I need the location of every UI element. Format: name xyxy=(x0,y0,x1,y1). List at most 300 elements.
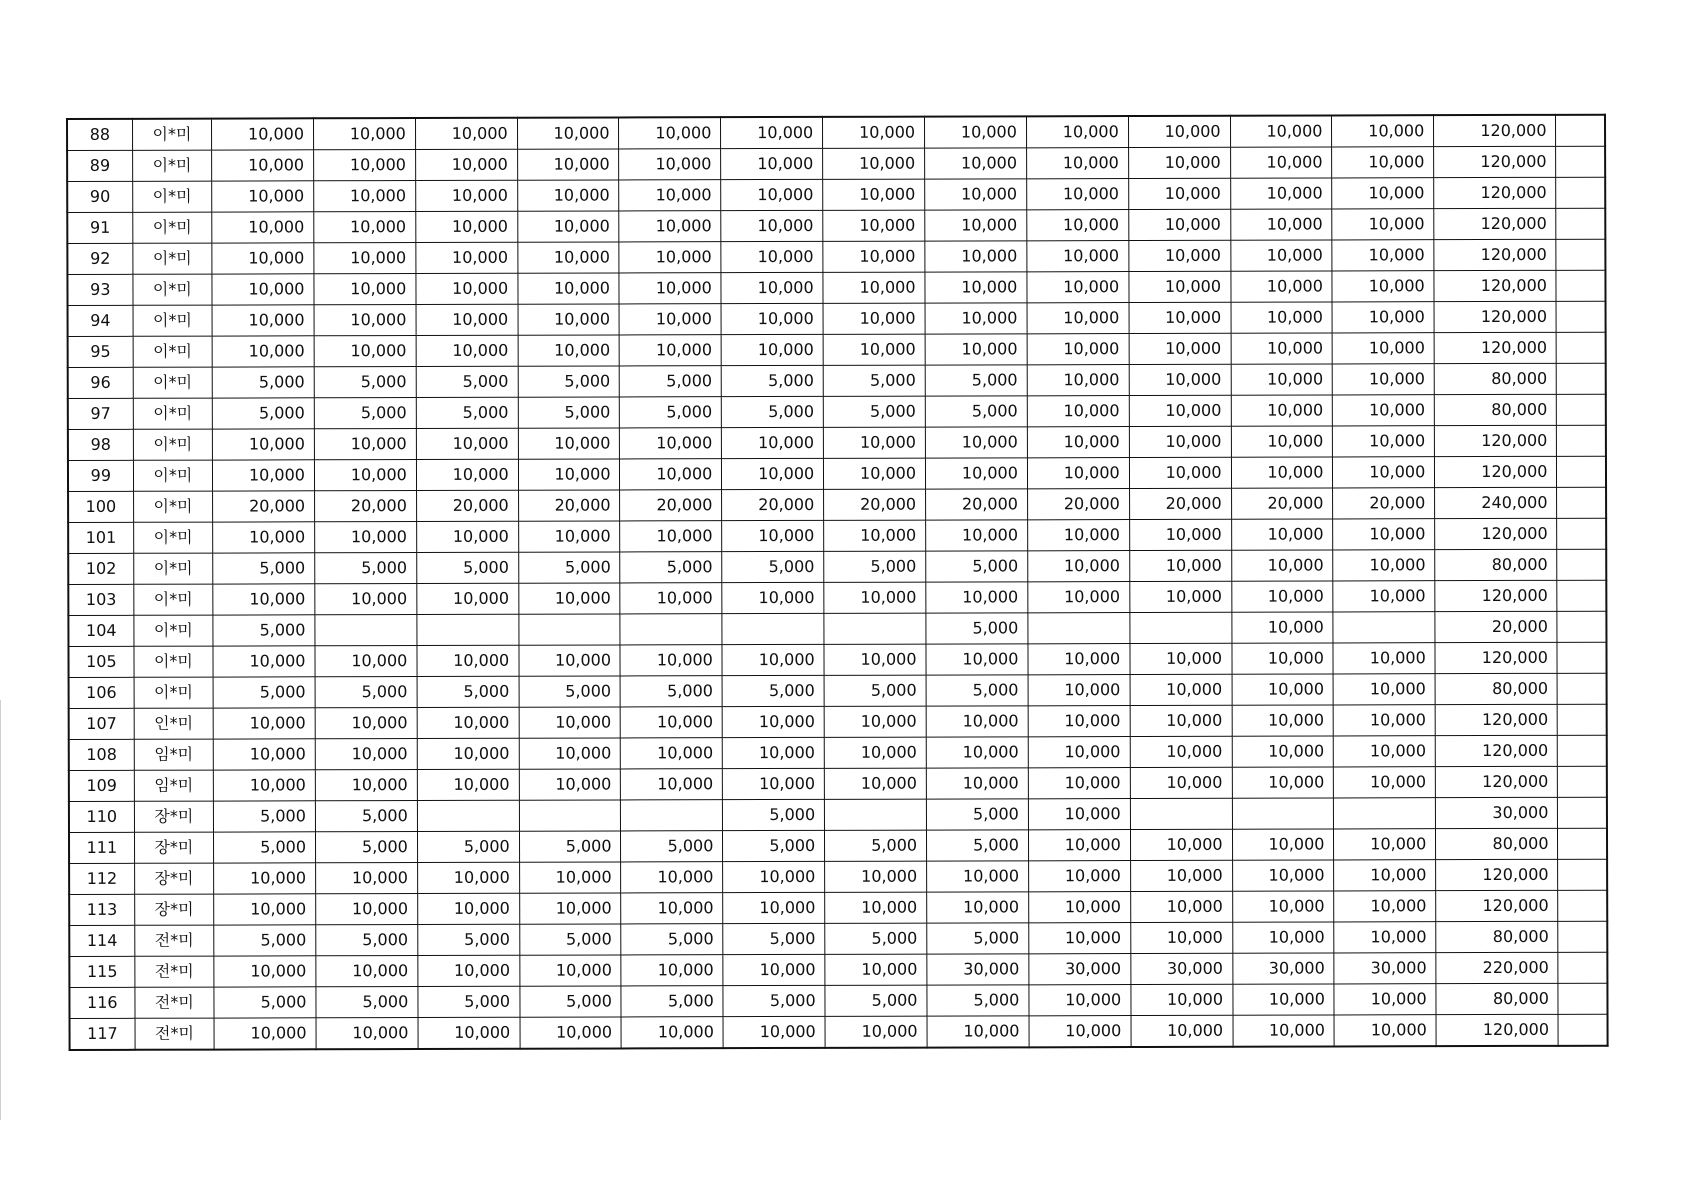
member-name-cell: 이*미 xyxy=(133,398,213,429)
month-11-amount-cell xyxy=(1232,798,1334,829)
month-9-amount-cell: 10,000 xyxy=(1029,892,1131,923)
month-7-amount-cell: 10,000 xyxy=(824,768,926,799)
month-8-amount-cell: 5,000 xyxy=(926,799,1028,830)
month-7-amount-cell: 10,000 xyxy=(823,272,925,303)
total-amount-cell: 120,000 xyxy=(1434,270,1556,301)
month-1-amount-cell: 5,000 xyxy=(214,925,316,956)
member-name-cell: 이*미 xyxy=(133,491,213,522)
month-5-amount-cell: 20,000 xyxy=(620,490,722,521)
month-8-amount-cell: 5,000 xyxy=(926,551,1028,582)
table-row xyxy=(69,704,1607,739)
month-4-amount-cell: 10,000 xyxy=(519,893,621,924)
month-9-amount-cell: 10,000 xyxy=(1029,1016,1131,1048)
month-3-amount-cell: 5,000 xyxy=(416,366,518,397)
month-7-amount-cell: 10,000 xyxy=(823,334,925,365)
month-3-amount-cell: 20,000 xyxy=(416,490,518,521)
month-6-amount-cell: 5,000 xyxy=(722,365,824,396)
table-row xyxy=(69,859,1607,894)
month-12-amount-cell: 10,000 xyxy=(1334,736,1436,767)
month-10-amount-cell: 10,000 xyxy=(1130,829,1232,860)
note-cell xyxy=(1557,580,1606,611)
month-12-amount-cell: 10,000 xyxy=(1332,209,1434,240)
month-7-amount-cell: 10,000 xyxy=(824,520,926,551)
table-row xyxy=(67,208,1605,243)
month-10-amount-cell: 10,000 xyxy=(1128,147,1230,178)
month-6-amount-cell: 10,000 xyxy=(722,427,824,458)
month-10-amount-cell: 10,000 xyxy=(1128,209,1230,240)
month-12-amount-cell: 10,000 xyxy=(1332,333,1434,364)
member-name-cell: 이*미 xyxy=(133,305,213,336)
member-name-cell: 이*미 xyxy=(133,584,213,615)
month-11-amount-cell: 10,000 xyxy=(1231,364,1333,395)
table-row xyxy=(68,580,1606,615)
total-amount-cell: 120,000 xyxy=(1435,642,1557,673)
month-7-amount-cell: 10,000 xyxy=(825,954,927,985)
month-2-amount-cell: 5,000 xyxy=(315,832,417,863)
month-2-amount-cell: 5,000 xyxy=(314,367,416,398)
total-amount-cell: 120,000 xyxy=(1436,1014,1558,1046)
month-6-amount-cell: 10,000 xyxy=(721,334,823,365)
month-8-amount-cell: 10,000 xyxy=(925,179,1027,210)
month-12-amount-cell: 30,000 xyxy=(1334,953,1436,984)
month-2-amount-cell: 10,000 xyxy=(315,522,417,553)
total-amount-cell: 120,000 xyxy=(1434,239,1556,270)
month-4-amount-cell: 10,000 xyxy=(519,862,621,893)
month-4-amount-cell: 5,000 xyxy=(520,986,622,1017)
month-6-amount-cell: 10,000 xyxy=(723,768,825,799)
total-amount-cell: 120,000 xyxy=(1436,890,1558,921)
month-10-amount-cell: 30,000 xyxy=(1131,953,1233,984)
row-number-cell: 90 xyxy=(67,181,132,212)
row-number-cell: 99 xyxy=(68,460,133,491)
month-7-amount-cell: 10,000 xyxy=(825,861,927,892)
month-11-amount-cell: 10,000 xyxy=(1231,426,1333,457)
month-7-amount-cell: 10,000 xyxy=(823,117,925,149)
note-cell xyxy=(1556,239,1605,270)
month-1-amount-cell: 10,000 xyxy=(213,708,315,739)
donation-ledger-table xyxy=(66,114,1609,1051)
month-9-amount-cell: 10,000 xyxy=(1028,861,1130,892)
month-12-amount-cell: 10,000 xyxy=(1334,767,1436,798)
month-6-amount-cell: 10,000 xyxy=(721,241,823,272)
month-8-amount-cell: 5,000 xyxy=(927,985,1029,1016)
table-row xyxy=(69,952,1607,987)
month-5-amount-cell: 10,000 xyxy=(619,117,721,149)
month-9-amount-cell: 10,000 xyxy=(1028,768,1130,799)
month-5-amount-cell: 5,000 xyxy=(620,552,722,583)
month-12-amount-cell: 10,000 xyxy=(1334,922,1436,953)
month-1-amount-cell: 10,000 xyxy=(212,243,314,274)
total-amount-cell: 30,000 xyxy=(1436,797,1558,828)
month-7-amount-cell: 10,000 xyxy=(824,706,926,737)
note-cell xyxy=(1557,518,1606,549)
month-6-amount-cell: 10,000 xyxy=(723,892,825,923)
note-cell xyxy=(1557,425,1606,456)
month-12-amount-cell: 10,000 xyxy=(1333,519,1435,550)
row-number-cell: 111 xyxy=(69,832,134,863)
member-name-cell: 이*미 xyxy=(133,553,213,584)
month-1-amount-cell: 10,000 xyxy=(213,770,315,801)
total-amount-cell: 80,000 xyxy=(1436,828,1558,859)
month-9-amount-cell: 10,000 xyxy=(1028,737,1130,768)
month-1-amount-cell: 5,000 xyxy=(212,367,314,398)
table-row xyxy=(69,735,1607,770)
month-4-amount-cell: 10,000 xyxy=(517,211,619,242)
month-11-amount-cell: 10,000 xyxy=(1232,674,1334,705)
note-cell xyxy=(1557,549,1606,580)
month-4-amount-cell: 10,000 xyxy=(518,459,620,490)
table-row xyxy=(69,890,1607,925)
month-11-amount-cell: 10,000 xyxy=(1230,115,1332,147)
month-1-amount-cell: 10,000 xyxy=(213,646,315,677)
note-cell xyxy=(1558,673,1607,704)
month-7-amount-cell: 10,000 xyxy=(823,241,925,272)
member-name-cell: 이*미 xyxy=(133,460,213,491)
month-8-amount-cell: 5,000 xyxy=(926,675,1028,706)
month-1-amount-cell: 20,000 xyxy=(213,491,315,522)
row-number-cell: 91 xyxy=(67,212,132,243)
month-2-amount-cell: 5,000 xyxy=(316,925,418,956)
month-1-amount-cell: 5,000 xyxy=(213,677,315,708)
month-10-amount-cell: 10,000 xyxy=(1130,705,1232,736)
table-row xyxy=(68,518,1606,553)
member-name-cell: 이*미 xyxy=(133,367,213,398)
month-5-amount-cell: 5,000 xyxy=(620,366,722,397)
month-3-amount-cell: 10,000 xyxy=(416,242,518,273)
month-1-amount-cell: 10,000 xyxy=(212,212,314,243)
month-8-amount-cell: 5,000 xyxy=(927,830,1029,861)
month-4-amount-cell: 5,000 xyxy=(519,676,621,707)
month-1-amount-cell: 10,000 xyxy=(214,956,316,987)
row-number-cell: 95 xyxy=(68,336,133,367)
month-3-amount-cell: 10,000 xyxy=(417,769,519,800)
total-amount-cell: 120,000 xyxy=(1435,580,1557,611)
member-name-cell: 인*미 xyxy=(134,708,214,739)
month-7-amount-cell: 10,000 xyxy=(824,737,926,768)
total-amount-cell: 120,000 xyxy=(1436,766,1558,797)
month-11-amount-cell: 10,000 xyxy=(1232,984,1334,1015)
note-cell xyxy=(1558,952,1607,983)
month-7-amount-cell: 10,000 xyxy=(823,210,925,241)
table-row xyxy=(68,456,1606,491)
month-6-amount-cell: 10,000 xyxy=(721,117,823,149)
month-10-amount-cell: 10,000 xyxy=(1130,736,1232,767)
month-6-amount-cell: 10,000 xyxy=(723,954,825,985)
month-6-amount-cell: 5,000 xyxy=(723,923,825,954)
month-1-amount-cell: 10,000 xyxy=(212,181,314,212)
row-number-cell: 88 xyxy=(67,119,132,151)
month-9-amount-cell: 10,000 xyxy=(1028,582,1130,613)
table-row xyxy=(69,828,1607,863)
month-9-amount-cell: 10,000 xyxy=(1027,272,1129,303)
month-1-amount-cell: 10,000 xyxy=(214,863,316,894)
month-1-amount-cell: 10,000 xyxy=(213,584,315,615)
month-11-amount-cell: 10,000 xyxy=(1231,457,1333,488)
month-11-amount-cell: 10,000 xyxy=(1232,922,1334,953)
member-name-cell: 장*미 xyxy=(134,801,214,832)
month-12-amount-cell: 10,000 xyxy=(1332,178,1434,209)
month-1-amount-cell: 5,000 xyxy=(212,398,314,429)
month-2-amount-cell: 10,000 xyxy=(314,274,416,305)
month-11-amount-cell: 10,000 xyxy=(1231,519,1333,550)
month-9-amount-cell: 10,000 xyxy=(1027,365,1129,396)
month-7-amount-cell: 5,000 xyxy=(825,985,927,1016)
month-10-amount-cell: 10,000 xyxy=(1129,550,1231,581)
month-6-amount-cell: 10,000 xyxy=(722,582,824,613)
month-6-amount-cell: 5,000 xyxy=(723,985,825,1016)
scan-edge-line xyxy=(0,700,1,1120)
member-name-cell: 장*미 xyxy=(134,894,214,925)
month-7-amount-cell xyxy=(825,799,927,830)
month-10-amount-cell: 10,000 xyxy=(1128,116,1230,148)
month-4-amount-cell xyxy=(519,614,621,645)
month-12-amount-cell: 10,000 xyxy=(1332,115,1434,147)
month-6-amount-cell: 5,000 xyxy=(722,396,824,427)
row-number-cell: 106 xyxy=(69,677,134,708)
month-2-amount-cell: 5,000 xyxy=(315,801,417,832)
month-8-amount-cell: 10,000 xyxy=(925,241,1027,272)
month-9-amount-cell: 10,000 xyxy=(1028,706,1130,737)
member-name-cell: 이*미 xyxy=(133,336,213,367)
total-amount-cell: 120,000 xyxy=(1434,177,1556,208)
row-number-cell: 112 xyxy=(69,863,134,894)
month-11-amount-cell: 30,000 xyxy=(1232,953,1334,984)
month-10-amount-cell: 10,000 xyxy=(1129,395,1231,426)
month-3-amount-cell: 10,000 xyxy=(418,955,520,986)
month-11-amount-cell: 10,000 xyxy=(1232,860,1334,891)
month-10-amount-cell: 10,000 xyxy=(1129,271,1231,302)
month-5-amount-cell: 10,000 xyxy=(621,893,723,924)
row-number-cell: 97 xyxy=(68,398,133,429)
row-number-cell: 103 xyxy=(68,584,133,615)
month-8-amount-cell: 10,000 xyxy=(925,303,1027,334)
month-11-amount-cell: 10,000 xyxy=(1230,240,1332,271)
month-8-amount-cell: 5,000 xyxy=(925,396,1027,427)
month-4-amount-cell: 10,000 xyxy=(518,583,620,614)
month-5-amount-cell xyxy=(620,614,722,645)
row-number-cell: 98 xyxy=(68,429,133,460)
month-11-amount-cell: 10,000 xyxy=(1232,829,1334,860)
month-4-amount-cell: 10,000 xyxy=(518,521,620,552)
month-9-amount-cell: 20,000 xyxy=(1027,489,1129,520)
month-8-amount-cell: 5,000 xyxy=(926,613,1028,644)
month-6-amount-cell: 5,000 xyxy=(723,830,825,861)
row-number-cell: 107 xyxy=(69,708,134,739)
month-8-amount-cell: 10,000 xyxy=(926,582,1028,613)
member-name-cell: 전*미 xyxy=(135,1018,215,1050)
month-11-amount-cell: 10,000 xyxy=(1232,736,1334,767)
member-name-cell: 이*미 xyxy=(133,274,213,305)
month-4-amount-cell: 5,000 xyxy=(518,552,620,583)
month-7-amount-cell: 5,000 xyxy=(825,923,927,954)
month-1-amount-cell: 5,000 xyxy=(213,615,315,646)
month-12-amount-cell: 10,000 xyxy=(1333,674,1435,705)
month-10-amount-cell: 10,000 xyxy=(1131,984,1233,1015)
row-number-cell: 108 xyxy=(69,739,134,770)
member-name-cell: 장*미 xyxy=(134,863,214,894)
table-row xyxy=(68,487,1606,522)
member-name-cell: 이*미 xyxy=(132,212,212,243)
month-3-amount-cell: 10,000 xyxy=(416,211,518,242)
month-7-amount-cell: 10,000 xyxy=(824,644,926,675)
month-6-amount-cell: 10,000 xyxy=(723,737,825,768)
month-8-amount-cell: 10,000 xyxy=(925,116,1027,148)
month-2-amount-cell: 10,000 xyxy=(314,336,416,367)
member-name-cell: 임*미 xyxy=(134,770,214,801)
row-number-cell: 89 xyxy=(67,150,132,181)
note-cell xyxy=(1556,270,1605,301)
table-row xyxy=(68,425,1606,460)
month-1-amount-cell: 10,000 xyxy=(213,522,315,553)
note-cell xyxy=(1557,363,1606,394)
month-4-amount-cell: 10,000 xyxy=(519,769,621,800)
member-name-cell: 이*미 xyxy=(132,119,212,151)
month-5-amount-cell: 10,000 xyxy=(620,459,722,490)
month-6-amount-cell: 10,000 xyxy=(722,644,824,675)
month-5-amount-cell: 10,000 xyxy=(619,211,721,242)
month-2-amount-cell: 10,000 xyxy=(314,243,416,274)
month-2-amount-cell: 10,000 xyxy=(316,1018,418,1050)
member-name-cell: 이*미 xyxy=(133,429,213,460)
month-2-amount-cell: 10,000 xyxy=(316,863,418,894)
table-row xyxy=(69,766,1607,801)
month-8-amount-cell: 10,000 xyxy=(926,520,1028,551)
month-7-amount-cell: 10,000 xyxy=(824,427,926,458)
month-2-amount-cell: 10,000 xyxy=(314,181,416,212)
month-8-amount-cell: 10,000 xyxy=(925,272,1027,303)
month-3-amount-cell xyxy=(417,614,519,645)
month-1-amount-cell: 10,000 xyxy=(212,150,314,181)
table-row xyxy=(68,611,1606,646)
member-name-cell: 임*미 xyxy=(134,739,214,770)
total-amount-cell: 120,000 xyxy=(1436,859,1558,890)
month-4-amount-cell: 10,000 xyxy=(519,955,621,986)
month-2-amount-cell: 10,000 xyxy=(314,305,416,336)
month-11-amount-cell: 10,000 xyxy=(1232,767,1334,798)
month-5-amount-cell: 10,000 xyxy=(621,738,723,769)
row-number-cell: 117 xyxy=(70,1018,135,1050)
month-9-amount-cell: 10,000 xyxy=(1028,830,1130,861)
member-name-cell: 이*미 xyxy=(133,522,213,553)
month-9-amount-cell: 10,000 xyxy=(1027,303,1129,334)
table-row xyxy=(67,239,1605,274)
member-name-cell: 장*미 xyxy=(134,832,214,863)
table-row xyxy=(68,642,1606,677)
total-amount-cell: 80,000 xyxy=(1434,363,1556,394)
month-5-amount-cell: 5,000 xyxy=(621,831,723,862)
month-10-amount-cell: 10,000 xyxy=(1130,767,1232,798)
month-12-amount-cell: 10,000 xyxy=(1333,643,1435,674)
month-3-amount-cell xyxy=(417,800,519,831)
month-1-amount-cell: 10,000 xyxy=(212,118,314,150)
note-cell xyxy=(1557,394,1606,425)
month-8-amount-cell: 10,000 xyxy=(925,210,1027,241)
month-10-amount-cell xyxy=(1130,612,1232,643)
note-cell xyxy=(1558,921,1607,952)
member-name-cell: 전*미 xyxy=(135,987,215,1018)
month-9-amount-cell: 10,000 xyxy=(1028,551,1130,582)
month-8-amount-cell: 30,000 xyxy=(927,954,1029,985)
month-3-amount-cell: 5,000 xyxy=(417,831,519,862)
month-2-amount-cell: 5,000 xyxy=(315,677,417,708)
month-12-amount-cell: 10,000 xyxy=(1332,271,1434,302)
total-amount-cell: 20,000 xyxy=(1435,611,1557,642)
month-5-amount-cell: 10,000 xyxy=(621,1017,723,1049)
month-12-amount-cell: 10,000 xyxy=(1332,240,1434,271)
month-9-amount-cell: 10,000 xyxy=(1028,644,1130,675)
month-12-amount-cell: 10,000 xyxy=(1332,147,1434,178)
month-9-amount-cell: 10,000 xyxy=(1029,923,1131,954)
month-11-amount-cell: 10,000 xyxy=(1230,209,1332,240)
month-10-amount-cell: 10,000 xyxy=(1129,457,1231,488)
month-2-amount-cell: 10,000 xyxy=(316,894,418,925)
month-7-amount-cell: 10,000 xyxy=(824,458,926,489)
month-9-amount-cell: 10,000 xyxy=(1027,520,1129,551)
month-8-amount-cell: 5,000 xyxy=(927,923,1029,954)
month-2-amount-cell: 5,000 xyxy=(315,553,417,584)
table-row xyxy=(67,146,1605,181)
month-1-amount-cell: 10,000 xyxy=(212,305,314,336)
month-5-amount-cell: 5,000 xyxy=(621,986,723,1017)
month-4-amount-cell: 10,000 xyxy=(520,1017,622,1049)
month-11-amount-cell: 10,000 xyxy=(1230,147,1332,178)
month-4-amount-cell: 10,000 xyxy=(517,149,619,180)
month-6-amount-cell: 10,000 xyxy=(722,520,824,551)
note-cell xyxy=(1556,177,1605,208)
month-8-amount-cell: 10,000 xyxy=(927,1016,1029,1048)
month-2-amount-cell: 10,000 xyxy=(314,429,416,460)
month-12-amount-cell: 10,000 xyxy=(1333,457,1435,488)
month-12-amount-cell: 10,000 xyxy=(1334,891,1436,922)
month-5-amount-cell: 10,000 xyxy=(621,862,723,893)
month-5-amount-cell: 10,000 xyxy=(619,242,721,273)
month-11-amount-cell: 10,000 xyxy=(1231,550,1333,581)
month-5-amount-cell: 5,000 xyxy=(621,924,723,955)
month-10-amount-cell: 10,000 xyxy=(1130,891,1232,922)
row-number-cell: 116 xyxy=(69,987,134,1018)
member-name-cell: 이*미 xyxy=(132,150,212,181)
row-number-cell: 104 xyxy=(68,615,133,646)
month-10-amount-cell: 10,000 xyxy=(1129,519,1231,550)
month-5-amount-cell: 10,000 xyxy=(621,955,723,986)
month-4-amount-cell: 5,000 xyxy=(519,831,621,862)
month-5-amount-cell: 10,000 xyxy=(619,273,721,304)
month-9-amount-cell: 10,000 xyxy=(1026,116,1128,148)
month-11-amount-cell: 10,000 xyxy=(1230,178,1332,209)
month-3-amount-cell: 5,000 xyxy=(417,676,519,707)
month-10-amount-cell: 10,000 xyxy=(1130,643,1232,674)
month-7-amount-cell: 10,000 xyxy=(824,582,926,613)
month-7-amount-cell: 10,000 xyxy=(825,1016,927,1048)
month-9-amount-cell: 30,000 xyxy=(1029,954,1131,985)
month-11-amount-cell: 10,000 xyxy=(1231,333,1333,364)
month-12-amount-cell: 10,000 xyxy=(1333,581,1435,612)
month-5-amount-cell: 10,000 xyxy=(620,304,722,335)
month-2-amount-cell: 10,000 xyxy=(315,708,417,739)
month-9-amount-cell: 10,000 xyxy=(1027,241,1129,272)
member-name-cell: 이*미 xyxy=(132,181,212,212)
month-12-amount-cell: 10,000 xyxy=(1334,860,1436,891)
note-cell xyxy=(1558,983,1607,1014)
month-11-amount-cell: 10,000 xyxy=(1232,891,1334,922)
month-3-amount-cell: 10,000 xyxy=(416,428,518,459)
month-8-amount-cell: 10,000 xyxy=(926,644,1028,675)
total-amount-cell: 80,000 xyxy=(1435,549,1557,580)
month-7-amount-cell: 10,000 xyxy=(823,148,925,179)
month-4-amount-cell: 10,000 xyxy=(518,273,620,304)
month-10-amount-cell xyxy=(1130,798,1232,829)
month-1-amount-cell: 10,000 xyxy=(213,739,315,770)
